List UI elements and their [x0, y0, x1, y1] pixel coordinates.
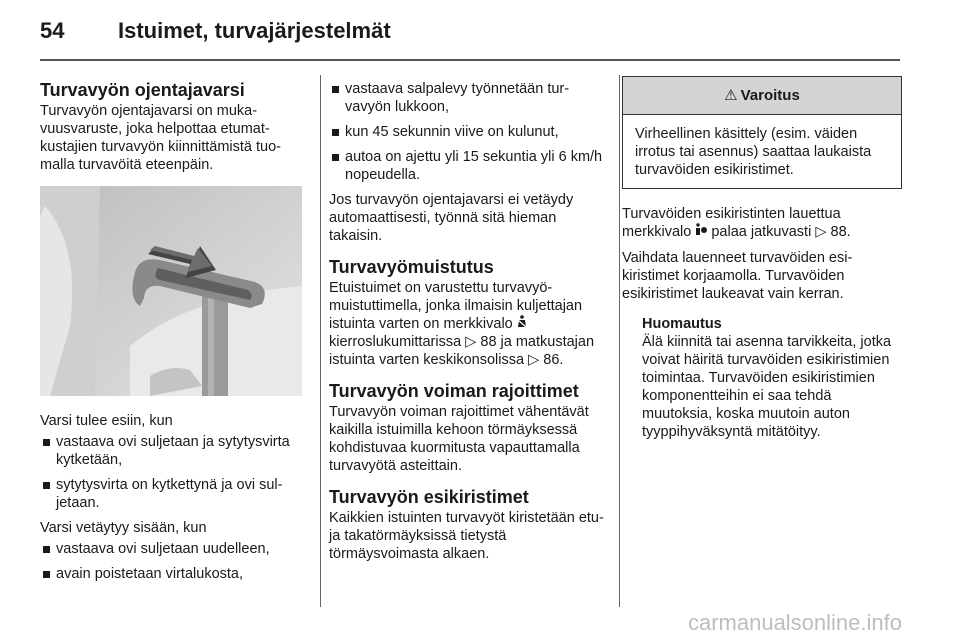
warning-header [623, 77, 901, 115]
column-1 [40, 80, 310, 590]
ref-triangle-icon: ▷ [815, 224, 827, 240]
section-title: Istuimet, turvajärjestelmät [118, 18, 391, 43]
warning-box [622, 76, 902, 189]
ref-triangle-icon: ▷ [528, 352, 540, 368]
belt-presenter-intro: Turvavyön ojentajavarsi on mukavuusvaruste, joka helpottaa etumatkustajien turvavyön kiinnittämistä tuomalla turvavöitä eteenpäin. [40, 103, 281, 173]
column-3 [622, 80, 902, 441]
column-divider [320, 75, 321, 607]
airbag-lamp-icon [695, 223, 707, 241]
note-text: Älä kiinnitä tai asenna tarvikkeita, jotka voivat häiritä turvavöiden esikiristimien toimintaa. Turvavöiden esikiristimien komponentteihin ei saa tehdä muutoksia, koska muutoin auton tyyppihyväksyntä mitätöityy. [642, 334, 892, 440]
heading-belt-reminder: Turvavyömuistutus [329, 257, 494, 277]
page-number: 54 [40, 18, 65, 43]
note-block [622, 315, 902, 441]
ref-triangle-icon: ▷ [465, 334, 477, 350]
pretensioners-text: Kaikkien istuinten turvavyöt kiristetään etu- ja takatörmäyksissä tietystä törmäysvoimasta alkaen. [329, 510, 604, 562]
heading-belt-presenter: Turvavyön ojentajavarsi [40, 80, 245, 100]
warning-title: Varoitus [740, 86, 800, 104]
warning-triangle-icon: ⚠ [724, 86, 738, 104]
page-header [40, 18, 900, 58]
list-item: sytytysvirta on kytkettynä ja ovi suljetaan. [40, 476, 310, 512]
heading-pretensioners: Turvavyön esikiristimet [329, 487, 529, 507]
warning-text: Virheellinen käsittely (esim. väiden irrotus tai asennus) saattaa laukaista turvavöiden esikiristimet. [635, 126, 872, 178]
list-item: vastaava salpalevy työnnetään turvavyön lukkoon, [329, 80, 609, 116]
belt-presenter-illustration [40, 186, 302, 396]
retract-intro: Varsi vetäytyy sisään, kun [40, 520, 207, 536]
pretensioner-lamp-text: Turvavöiden esikiristinten lauettua merkkivalo palaa jatkuvasti ▷ 88. [622, 206, 851, 240]
seatbelt-lamp-icon [517, 315, 527, 333]
list-item: autoa on ajettu yli 15 sekuntia yli 6 km/h nopeudella. [329, 148, 609, 184]
not-retract-text: Jos turvavyön ojentajavarsi ei vetäydy automaattisesti, työnnä sitä hieman takaisin. [329, 192, 574, 244]
list-item: vastaava ovi suljetaan uudelleen, [40, 540, 310, 558]
column-2 [329, 80, 609, 571]
watermark: carmanualsonline.info [687, 610, 902, 635]
extend-intro: Varsi tulee esiin, kun [40, 413, 173, 429]
header-rule [40, 59, 900, 61]
replace-text: Vaihdata lauenneet turvavöiden esikiristimet korjaamolla. Turvavöiden esikiristimet laukeavat vain kerran. [622, 250, 853, 302]
heading-force-limiters: Turvavyön voiman rajoittimet [329, 381, 579, 401]
note-title: Huomautus [642, 316, 722, 332]
list-item: kun 45 sekunnin viive on kulunut, [329, 123, 609, 141]
list-item: avain poistetaan virtalukosta, [40, 565, 310, 583]
force-limiters-text: Turvavyön voiman rajoittimet vähentävät kaikilla istuimilla kehoon törmäyksessä kohdistuvaa kuormitusta vapauttamalla turvavyötä asteittain. [329, 404, 589, 474]
column-divider [619, 75, 620, 607]
belt-reminder-text: Etuistuimet on varustettu turvavyömuistuttimella, jonka ilmaisin kuljettajan istuinta varten on merkkivalo kierroslukumittarissa ▷ 88 ja matkustajan istuinta varten keskikonsolissa ▷ 86. [329, 280, 595, 368]
list-item: vastaava ovi suljetaan ja sytytysvirta kytketään, [40, 433, 310, 469]
